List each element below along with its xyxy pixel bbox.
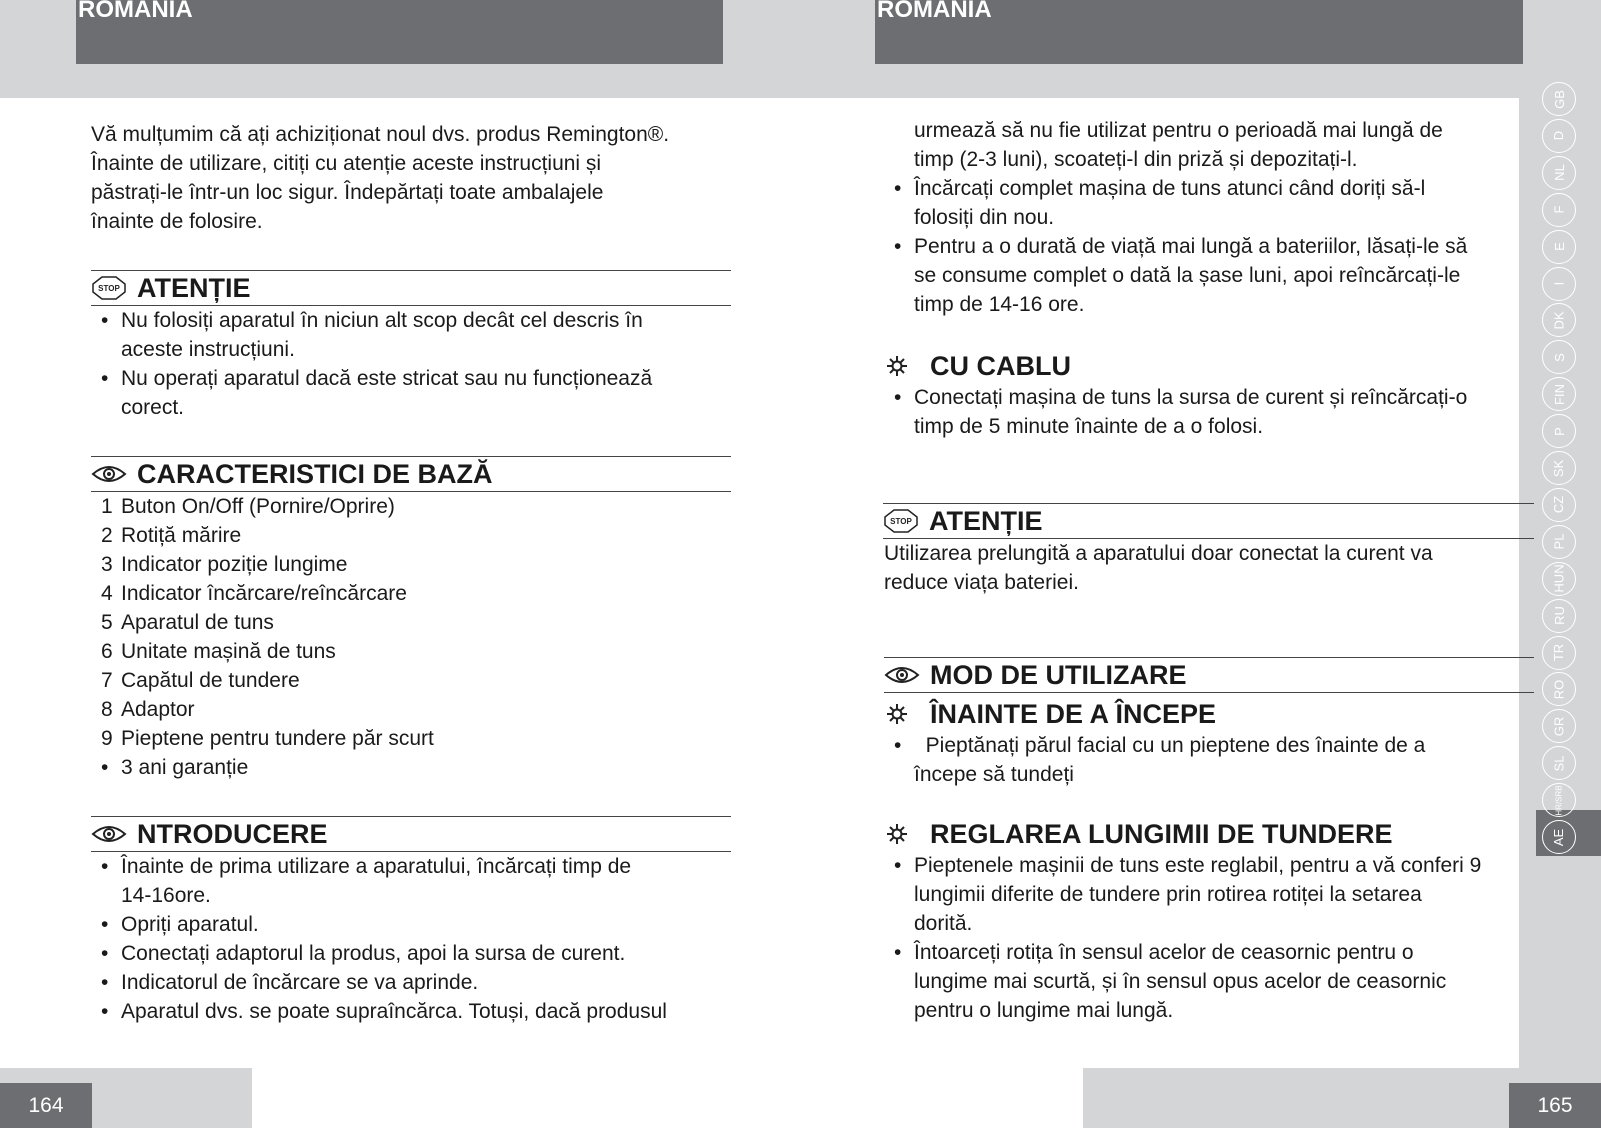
feature-item (91, 492, 731, 521)
list-item (884, 851, 1534, 938)
language-code: E (1551, 242, 1567, 251)
language-code: P (1551, 426, 1567, 436)
list-item-line: Pieptenele mașinii de tuns este reglabil, pentru a vă conferi 9 (914, 854, 1482, 877)
list-item (91, 852, 731, 910)
list-item (884, 383, 1534, 441)
language-code: I (1551, 281, 1567, 286)
feature-item (91, 724, 731, 753)
list-item (91, 997, 731, 1026)
list-item (91, 968, 731, 997)
language-tab-hr-srb[interactable] (1542, 783, 1576, 817)
language-tab-sl[interactable] (1542, 746, 1576, 780)
continued-list (884, 174, 1534, 319)
feature-number: 7 (101, 669, 113, 692)
list-item-line: pentru o lungime mai lungă. (914, 999, 1174, 1022)
intro-text (91, 120, 731, 236)
language-code: D (1551, 131, 1567, 141)
language-code: SL (1551, 755, 1567, 772)
cable-title: CU CABLU (930, 350, 1071, 381)
language-tab-fin[interactable] (1542, 377, 1576, 411)
intro-line: înainte de folosire. (91, 210, 263, 233)
language-tab-p[interactable] (1542, 414, 1576, 448)
list-item-line: Nu folosiți aparatul în niciun alt scop decât cel descris în (121, 309, 643, 332)
list-item (91, 364, 731, 422)
length-heading (884, 817, 1534, 851)
language-code: RO (1551, 679, 1567, 700)
language-code: FIN (1551, 383, 1567, 405)
feature-label: Buton On/Off (Pornire/Oprire) (121, 495, 395, 518)
eye-icon (91, 463, 127, 485)
language-tab-i[interactable] (1542, 267, 1576, 301)
continued-lead (884, 116, 1534, 174)
left-header: ROMANIA (76, 0, 723, 64)
bullet: • (101, 1000, 109, 1023)
bullet: • (101, 942, 109, 965)
introduction-list (91, 852, 731, 1026)
cable-list (884, 383, 1534, 441)
language-code: AE (1551, 828, 1567, 846)
language-code: DK (1551, 311, 1567, 330)
language-tab-e[interactable] (1542, 230, 1576, 264)
feature-label: Adaptor (121, 698, 195, 721)
feature-label: 3 ani garanție (121, 756, 249, 779)
feature-number: 3 (101, 553, 113, 576)
attention-list (91, 306, 731, 422)
feature-label: Indicator încărcare/reîncărcare (121, 582, 407, 605)
stop-icon (883, 510, 919, 532)
intro-line: păstrați-le într-un loc sigur. Îndepărtați toate ambalajele (91, 181, 604, 204)
feature-number: 8 (101, 698, 113, 721)
list-item-line: timp de 5 minute înainte de a o folosi. (914, 415, 1264, 438)
attention-title: ATENȚIE (137, 272, 251, 303)
list-item (91, 306, 731, 364)
list-item-line: 14-16ore. (121, 884, 211, 907)
svg-text:STOP: STOP (890, 517, 912, 526)
feature-label: Rotiță mărire (121, 524, 242, 547)
list-item-line: timp de 14-16 ore. (914, 293, 1085, 316)
bullet: • (894, 177, 902, 200)
list-item-line: Pieptănați părul facial cu un pieptene des înainte de a (914, 734, 1426, 757)
usage-heading (884, 657, 1534, 693)
text-line: reduce viața bateriei. (884, 571, 1079, 594)
page-number-left: 164 (0, 1083, 92, 1128)
right-column (884, 116, 1534, 1025)
feature-item (91, 695, 731, 724)
feature-item (91, 753, 731, 782)
language-code: CZ (1551, 496, 1567, 514)
language-code: NL (1551, 164, 1567, 182)
language-tab-f[interactable] (1542, 193, 1576, 227)
language-code: GB (1551, 89, 1567, 109)
list-item-line: Aparatul dvs. se poate supraîncărca. Totuși, dacă produsul (121, 1000, 667, 1023)
list-item-line: Opriți aparatul. (121, 913, 259, 936)
feature-number: 1 (101, 495, 113, 518)
usage-title: MOD DE UTILIZARE (930, 659, 1187, 690)
language-code: TR (1551, 643, 1567, 662)
language-tab-hun[interactable] (1542, 562, 1576, 596)
cable-heading (884, 349, 1534, 383)
attention2-heading (883, 503, 1534, 539)
bullet: • (894, 854, 902, 877)
feature-number: 4 (101, 582, 113, 605)
sun-icon (884, 703, 910, 725)
language-code: RU (1551, 606, 1567, 625)
language-tab-nl[interactable] (1542, 156, 1576, 190)
feature-label: Capătul de tundere (121, 669, 300, 692)
list-item-line: Încărcați complet mașina de tuns atunci când doriți să-l (914, 177, 1426, 200)
feature-label: Unitate mașină de tuns (121, 640, 336, 663)
bullet: • (894, 941, 902, 964)
list-item-line: Pentru a o durată de viață mai lungă a bateriilor, lăsați-le să (914, 235, 1468, 258)
page-number-right: 165 (1509, 1083, 1601, 1128)
list-item-line: Nu operați aparatul dacă este stricat sau nu funcționează (121, 367, 653, 390)
language-code: HUN (1551, 564, 1567, 593)
language-code: SK (1551, 459, 1567, 477)
eye-icon (884, 664, 920, 686)
bullet: • (101, 913, 109, 936)
feature-item (91, 608, 731, 637)
list-item-line: lungimii diferite de tundere prin rotirea rotiței la setarea (914, 883, 1422, 906)
features-title: CARACTERISTICI DE BAZĂ (137, 458, 493, 489)
list-item-line: Înainte de prima utilizare a aparatului, încărcați timp de (121, 855, 632, 878)
length-list (884, 851, 1534, 1025)
list-item-line: folosiți din nou. (914, 206, 1055, 229)
language-tab-ru[interactable] (1542, 599, 1576, 633)
bullet: • (101, 971, 109, 994)
feature-label: Indicator poziție lungime (121, 553, 348, 576)
feature-item (91, 666, 731, 695)
bullet: • (101, 855, 109, 878)
feature-item (91, 550, 731, 579)
length-title: REGLAREA LUNGIMII DE TUNDERE (930, 818, 1393, 849)
eye-icon (91, 823, 127, 845)
feature-label: Pieptene pentru tundere păr scurt (121, 727, 434, 750)
feature-number: 9 (101, 727, 113, 750)
feature-number: 6 (101, 640, 113, 663)
list-item (884, 731, 1534, 789)
language-code: F (1551, 205, 1567, 214)
bullet: • (101, 309, 109, 332)
feature-number: • (101, 756, 109, 779)
text-line: urmează să nu fie utilizat pentru o perioadă mai lungă de (914, 119, 1443, 142)
list-item-line: lungime mai scurtă, și în sensul opus acelor de ceasornic (914, 970, 1447, 993)
introduction-heading (91, 816, 731, 852)
feature-item (91, 521, 731, 550)
language-tab-cz[interactable] (1542, 488, 1576, 522)
footer-band-right (1083, 1068, 1519, 1128)
language-code: S (1551, 352, 1567, 362)
feature-item (91, 579, 731, 608)
language-tab-tr[interactable] (1542, 636, 1576, 670)
right-header: ROMANIA (875, 0, 1523, 64)
language-code: GR (1551, 716, 1567, 737)
language-tab-sk[interactable] (1542, 451, 1576, 485)
language-tab-ae[interactable] (1542, 820, 1576, 854)
before-heading (884, 697, 1534, 731)
bullet: • (894, 235, 902, 258)
language-code: HR/SRB (1554, 784, 1564, 816)
left-column (91, 120, 731, 1026)
list-item-line: Indicatorul de încărcare se va aprinde. (121, 971, 479, 994)
feature-number: 5 (101, 611, 113, 634)
list-item (884, 938, 1534, 1025)
list-item-line: începe să tundeți (914, 763, 1074, 786)
text-line: Utilizarea prelungită a aparatului doar conectat la curent va (884, 542, 1433, 565)
list-item-line: se consume complet o dată la șase luni, apoi reîncărcați-le (914, 264, 1461, 287)
language-code: PL (1551, 533, 1567, 550)
svg-text:STOP: STOP (98, 284, 120, 293)
attention2-title: ATENȚIE (929, 505, 1043, 536)
list-item-line: Conectați mașina de tuns la sursa de curent și reîncărcați-o (914, 386, 1468, 409)
intro-line: Vă mulțumim că ați achiziționat noul dvs. produs Remington®. (91, 123, 670, 146)
text-line: timp (2-3 luni), scoateți-l din priză și depozitați-l. (914, 148, 1358, 171)
attention2-text (884, 539, 1534, 597)
language-tab-d[interactable] (1542, 119, 1576, 153)
list-item-line: dorită. (914, 912, 973, 935)
language-tab-gb[interactable] (1542, 82, 1576, 116)
list-item (884, 174, 1534, 232)
list-item (91, 939, 731, 968)
features-heading (91, 456, 731, 492)
list-item-line: aceste instrucțiuni. (121, 338, 295, 361)
list-item (884, 232, 1534, 319)
list-item-line: Întoarceți rotița în sensul acelor de ceasornic pentru o (914, 941, 1414, 964)
bullet: • (894, 386, 902, 409)
before-title: ÎNAINTE DE A ÎNCEPE (930, 698, 1217, 729)
feature-item (91, 637, 731, 666)
bullet: • (101, 367, 109, 390)
intro-line: Înainte de utilizare, citiți cu atenție aceste instrucțiuni și (91, 152, 602, 175)
feature-label: Aparatul de tuns (121, 611, 274, 634)
feature-number: 2 (101, 524, 113, 547)
list-item (91, 910, 731, 939)
bullet: • (894, 734, 902, 757)
before-list (884, 731, 1534, 789)
introduction-title: NTRODUCERE (137, 818, 328, 849)
sun-icon (884, 823, 910, 845)
language-tab-pl[interactable] (1542, 525, 1576, 559)
sun-icon (884, 355, 910, 377)
list-item-line: corect. (121, 396, 185, 419)
attention-heading (91, 270, 731, 306)
stop-icon (91, 277, 127, 299)
list-item-line: Conectați adaptorul la produs, apoi la sursa de curent. (121, 942, 626, 965)
features-list (91, 492, 731, 782)
